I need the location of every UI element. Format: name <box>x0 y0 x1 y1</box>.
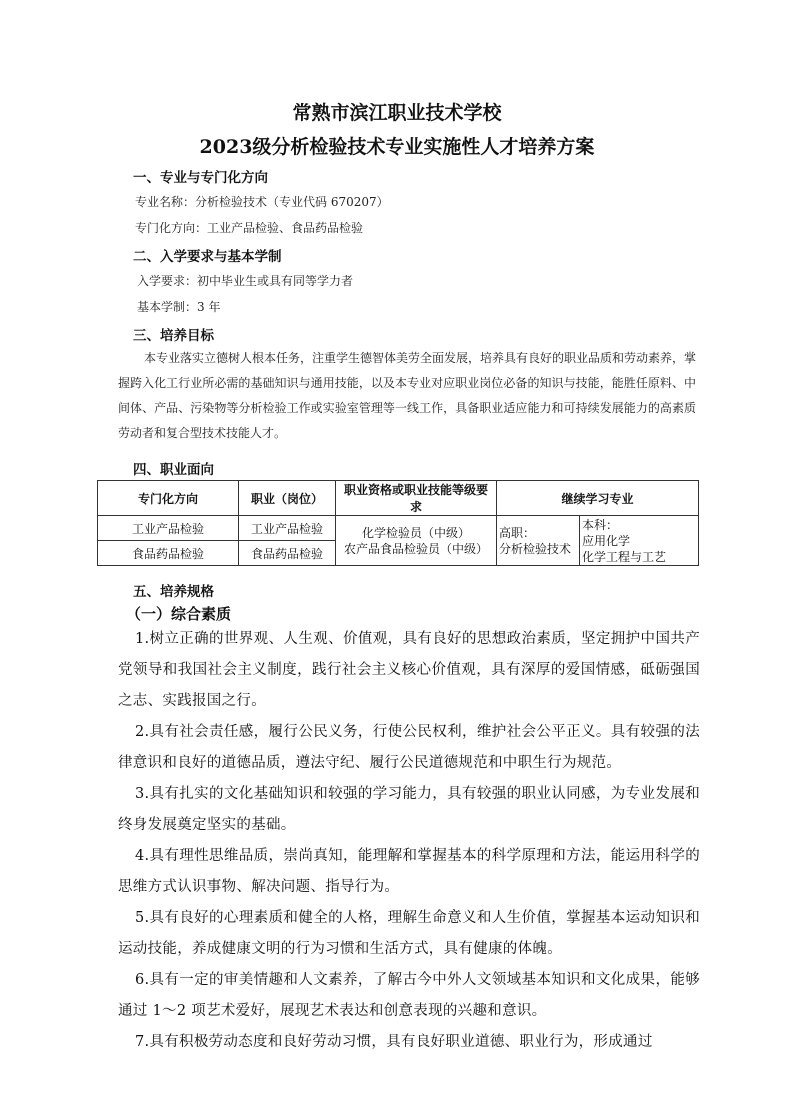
occupation-table <box>97 480 699 566</box>
table-row <box>98 516 699 541</box>
certificate-1: 化学检验员（中级） <box>361 525 470 540</box>
section-heading-1: 一、专业与专门化方向 <box>133 170 268 186</box>
table-header-certificate: 职业资格或职业技能等级要求 <box>336 481 497 516</box>
table-cell-position: 食品药品检验 <box>239 541 336 566</box>
list-item: 1.树立正确的世界观、人生观、价值观，具有良好的思想政治素质，坚定拥护中国共产党领导和我国社会主义制度，践行社会主义核心价值观，具有深厚的爱国情感，砥砺强国之志、实践报国之行。 <box>118 631 700 709</box>
page-subtitle: 2023级分析检验技术专业实施性人才培养方案 <box>199 136 595 158</box>
table-header-position: 职业（岗位） <box>239 481 336 516</box>
table-cell-certificates <box>336 516 497 566</box>
list-item: 5.具有良好的心理素质和健全的人格，理解生命意义和人生价值，掌握基本运动知识和运动技能，养成健康文明的行为习惯和生活方式，具有健康的体魄。 <box>118 910 700 957</box>
quality-list <box>118 624 700 1058</box>
major-direction: 专门化方向：工业产品检验、食品药品检验 <box>135 221 364 235</box>
table-header-direction: 专门化方向 <box>98 481 239 516</box>
table-header-further-study: 继续学习专业 <box>497 481 699 516</box>
table-cell-higher-vocational <box>497 516 580 566</box>
section-heading-5: 五、培养规格 <box>133 584 214 600</box>
training-goal-text: 本专业落实立德树人根本任务，注重学生德智体美劳全面发展，培养具有良好的职业品质和劳动素养，掌握跨入化工行业所必需的基础知识与通用技能，以及本专业对应职业岗位必备的知识与技能，能胜任原料、中间体、产品、污染物等分析检验工作或实验室管理等一线工作，具备职业适应能力和可持续发展能力的高素质劳动者和复合型技术技能人才。 <box>118 351 697 440</box>
table-cell-bachelor <box>580 516 699 566</box>
subsection-heading: （一）综合素质 <box>126 605 232 623</box>
section-heading-4: 四、职业面向 <box>133 462 214 478</box>
higher-vocational-label: 高职： <box>499 525 536 540</box>
table-cell-direction: 食品药品检验 <box>98 541 239 566</box>
table-cell-direction: 工业产品检验 <box>98 516 239 541</box>
list-item: 3.具有扎实的文化基础知识和较强的学习能力，具有较强的职业认同感，为专业发展和终身发展奠定坚实的基础。 <box>118 786 700 833</box>
bachelor-major-2: 化学工程与工艺 <box>582 549 667 564</box>
list-item: 7.具有积极劳动态度和良好劳动习惯，具有良好职业道德、职业行为，形成通过 <box>135 1034 653 1050</box>
page-title: 常熟市滨江职业技术学校 <box>292 102 502 124</box>
table-cell-position: 工业产品检验 <box>239 516 336 541</box>
training-goal-paragraph <box>118 346 696 446</box>
bachelor-label: 本科： <box>582 517 619 532</box>
major-name: 专业名称：分析检验技术（专业代码 670207） <box>135 195 389 209</box>
entry-requirement: 入学要求：初中毕业生或具有同等学力者 <box>137 274 354 288</box>
list-item: 2.具有社会责任感，履行公民义务，行使公民权利，维护社会公平正义。具有较强的法律意识和良好的道德品质，遵法守纪、履行公民道德规范和中职生行为规范。 <box>118 724 700 771</box>
list-item: 4.具有理性思维品质，崇尚真知，能理解和掌握基本的科学原理和方法，能运用科学的思维方式认识事物、解决问题、指导行为。 <box>118 848 700 895</box>
section-heading-3: 三、培养目标 <box>133 328 214 344</box>
higher-vocational-value: 分析检验技术 <box>499 541 572 556</box>
study-length: 基本学制：3 年 <box>137 300 221 314</box>
list-item: 6.具有一定的审美情趣和人文素养，了解古今中外人文领域基本知识和文化成果，能够通过 1～2 项艺术爱好，展现艺术表达和创意表现的兴趣和意识。 <box>118 972 700 1019</box>
certificate-2: 农产品食品检验员（中级） <box>343 541 488 556</box>
bachelor-major-1: 应用化学 <box>582 533 631 548</box>
section-heading-2: 二、入学要求与基本学制 <box>133 249 282 265</box>
